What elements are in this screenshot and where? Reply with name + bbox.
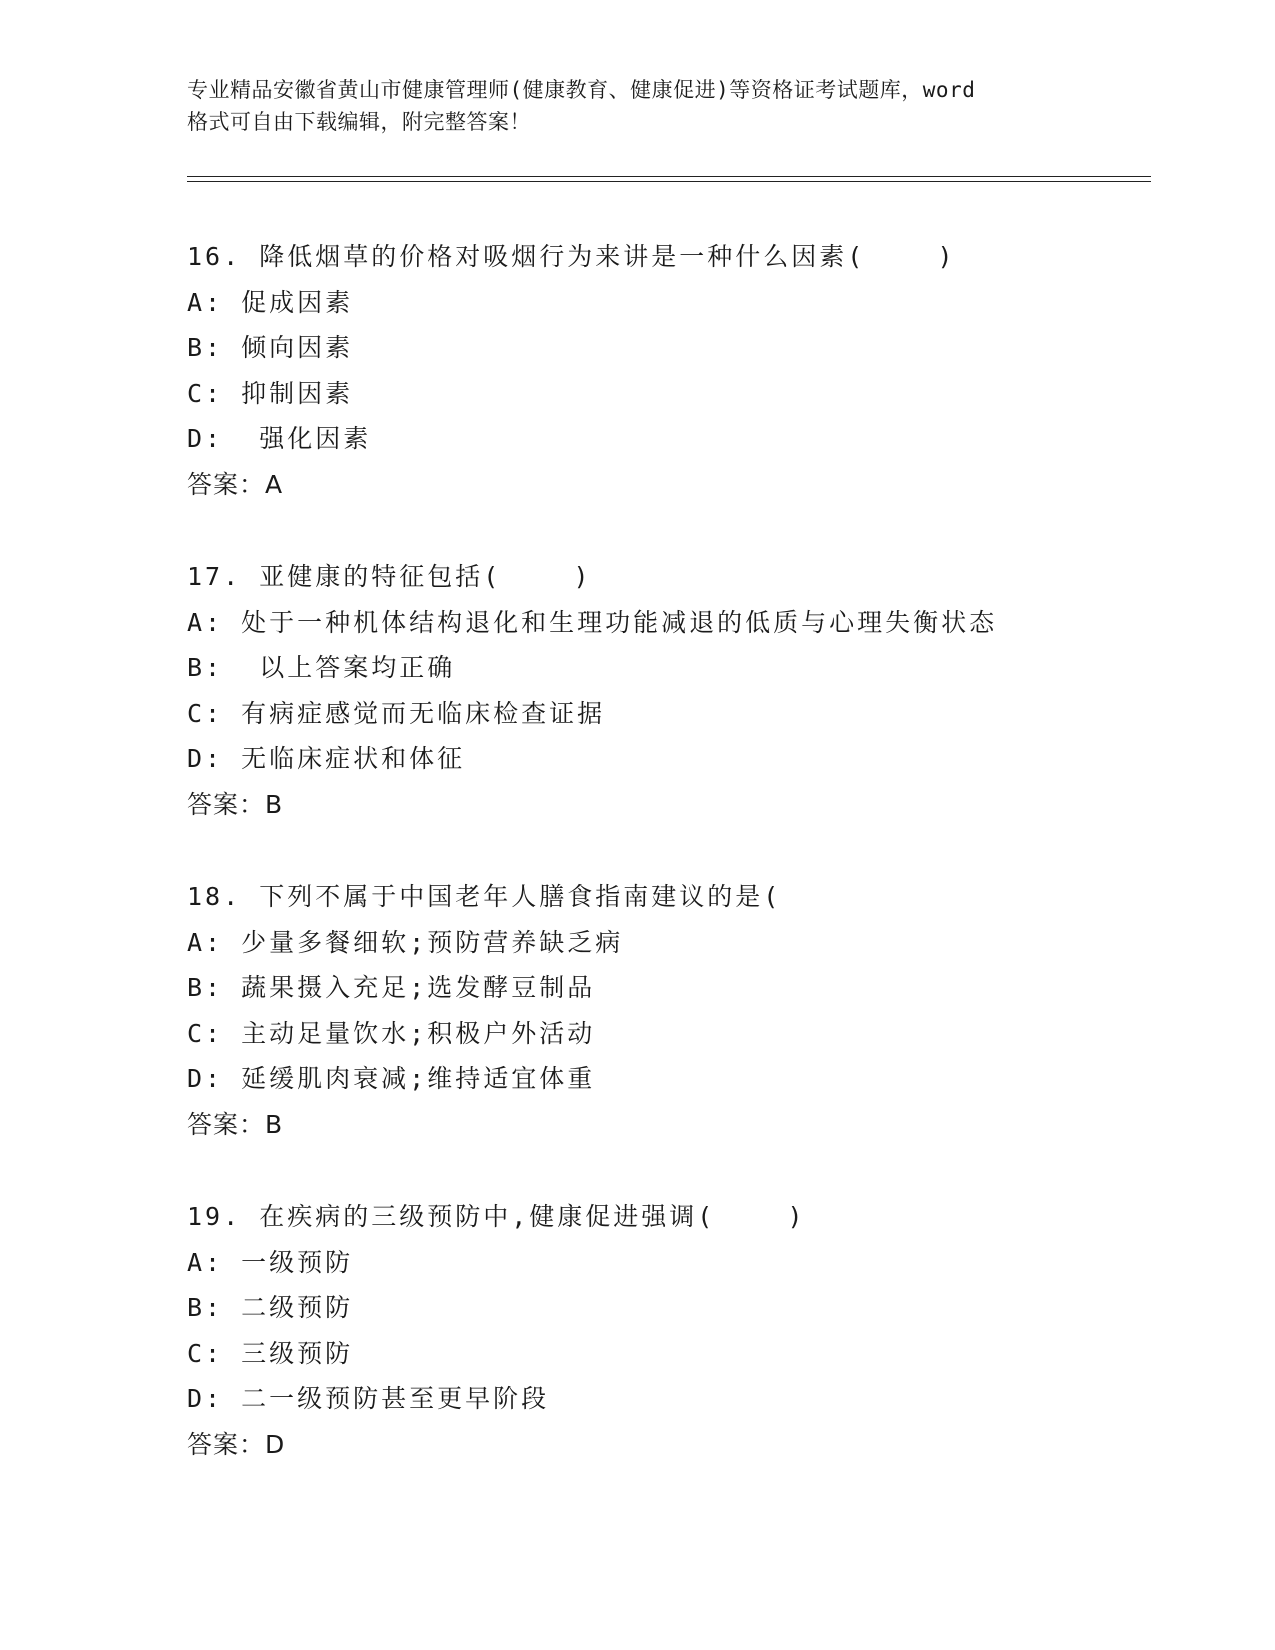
document-header <box>187 74 1087 138</box>
option-b: B: 以上答案均正确 <box>187 653 456 682</box>
header-line-1: 专业精品安徽省黄山市健康管理师(健康教育、健康促进)等资格证考试题库，word <box>187 78 976 102</box>
option-d: D: 无临床症状和体征 <box>187 744 466 773</box>
answer: 答案：B <box>187 1109 284 1139</box>
question-16 <box>187 234 1147 554</box>
option-a: A: 处于一种机体结构退化和生理功能减退的低质与心理失衡状态 <box>187 607 998 637</box>
question-19 <box>187 1194 1147 1514</box>
option-c: C: 抑制因素 <box>187 378 354 408</box>
option-b: B: 二级预防 <box>187 1293 354 1322</box>
question-stem: 18. 下列不属于中国老年人膳食指南建议的是( <box>187 882 782 911</box>
question-stem: 19. 在疾病的三级预防中,健康促进强调( ) <box>187 1202 806 1231</box>
option-d: D: 二一级预防甚至更早阶段 <box>187 1384 550 1413</box>
option-a: A: 促成因素 <box>187 287 354 317</box>
question-17 <box>187 554 1147 874</box>
question-18 <box>187 874 1147 1194</box>
option-d: D: 强化因素 <box>187 424 372 453</box>
option-a: A: 一级预防 <box>187 1247 354 1277</box>
answer: 答案：D <box>187 1429 286 1459</box>
option-b: B: 蔬果摄入充足;选发酵豆制品 <box>187 973 596 1002</box>
question-list <box>187 234 1147 1514</box>
answer: 答案：A <box>187 469 284 499</box>
option-a: A: 少量多餐细软;预防营养缺乏病 <box>187 927 624 957</box>
header-line-2: 格式可自由下载编辑，附完整答案！ <box>187 110 531 134</box>
option-d: D: 延缓肌肉衰减;维持适宜体重 <box>187 1064 596 1093</box>
header-divider-top <box>187 176 1151 177</box>
option-c: C: 三级预防 <box>187 1338 354 1368</box>
question-stem: 16. 降低烟草的价格对吸烟行为来讲是一种什么因素( ) <box>187 242 956 271</box>
option-b: B: 倾向因素 <box>187 333 354 362</box>
option-c: C: 主动足量饮水;积极户外活动 <box>187 1018 596 1048</box>
option-c: C: 有病症感觉而无临床检查证据 <box>187 698 606 728</box>
header-divider-bottom <box>187 181 1151 182</box>
answer: 答案：B <box>187 789 284 819</box>
question-stem: 17. 亚健康的特征包括( ) <box>187 562 592 591</box>
